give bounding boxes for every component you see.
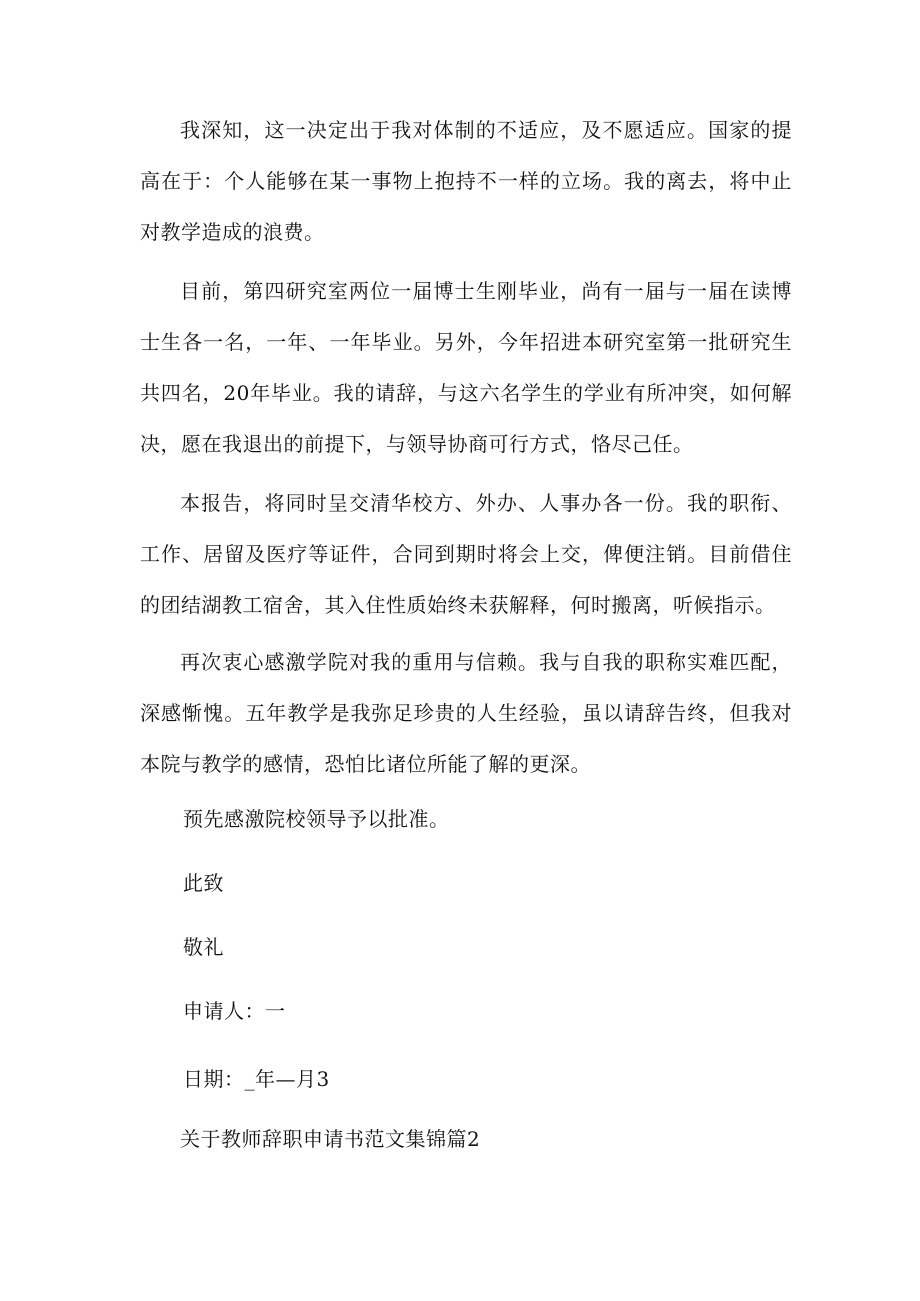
paragraph-decision: 我深知，这一决定出于我对体制的不适应，及不愿适应。国家的提高在于：个人能够在某一事物上抱持不一样的立场。我的离去，将中止对教学造成的浪费。 [140,118,792,244]
paragraph-report: 本报告，将同时呈交清华校方、外办、人事办各一份。我的职衔、工作、居留及医疗等证件，合同到期时将会上交，俾便注销。目前借住的团结湖教工宿舍，其入住性质始终未获解释，何时搬离，听候指示。 [140,491,792,617]
paragraph-gratitude: 再次衷心感激学院对我的重用与信赖。我与自我的职称实难匹配，深感惭愧。五年教学是我弥足珍贵的人生经验，虽以请辞告终，但我对本院与教学的感情，恐怕比诸位所能了解的更深。 [140,650,792,776]
next-section-title: 关于教师辞职申请书范文集锦篇2 [180,1127,481,1151]
salutation-jingli: 敬礼 [183,935,224,959]
applicant-line: 申请人：一 [183,999,286,1023]
closing-thanks: 预先感激院校领导予以批准。 [183,807,450,831]
date-line: 日期：_年—月3 [183,1067,330,1091]
salutation-cizhi: 此致 [183,871,224,895]
paragraph-students: 目前，第四研究室两位一届博士生刚毕业，尚有一届与一届在读博士生各一名，一年、一年毕业。另外，今年招进本研究室第一批研究生共四名，20年毕业。我的请辞，与这六名学生的学业有所冲突，如何解决，愿在我退出的前提下，与领导协商可行方式，恪尽己任。 [140,279,792,456]
